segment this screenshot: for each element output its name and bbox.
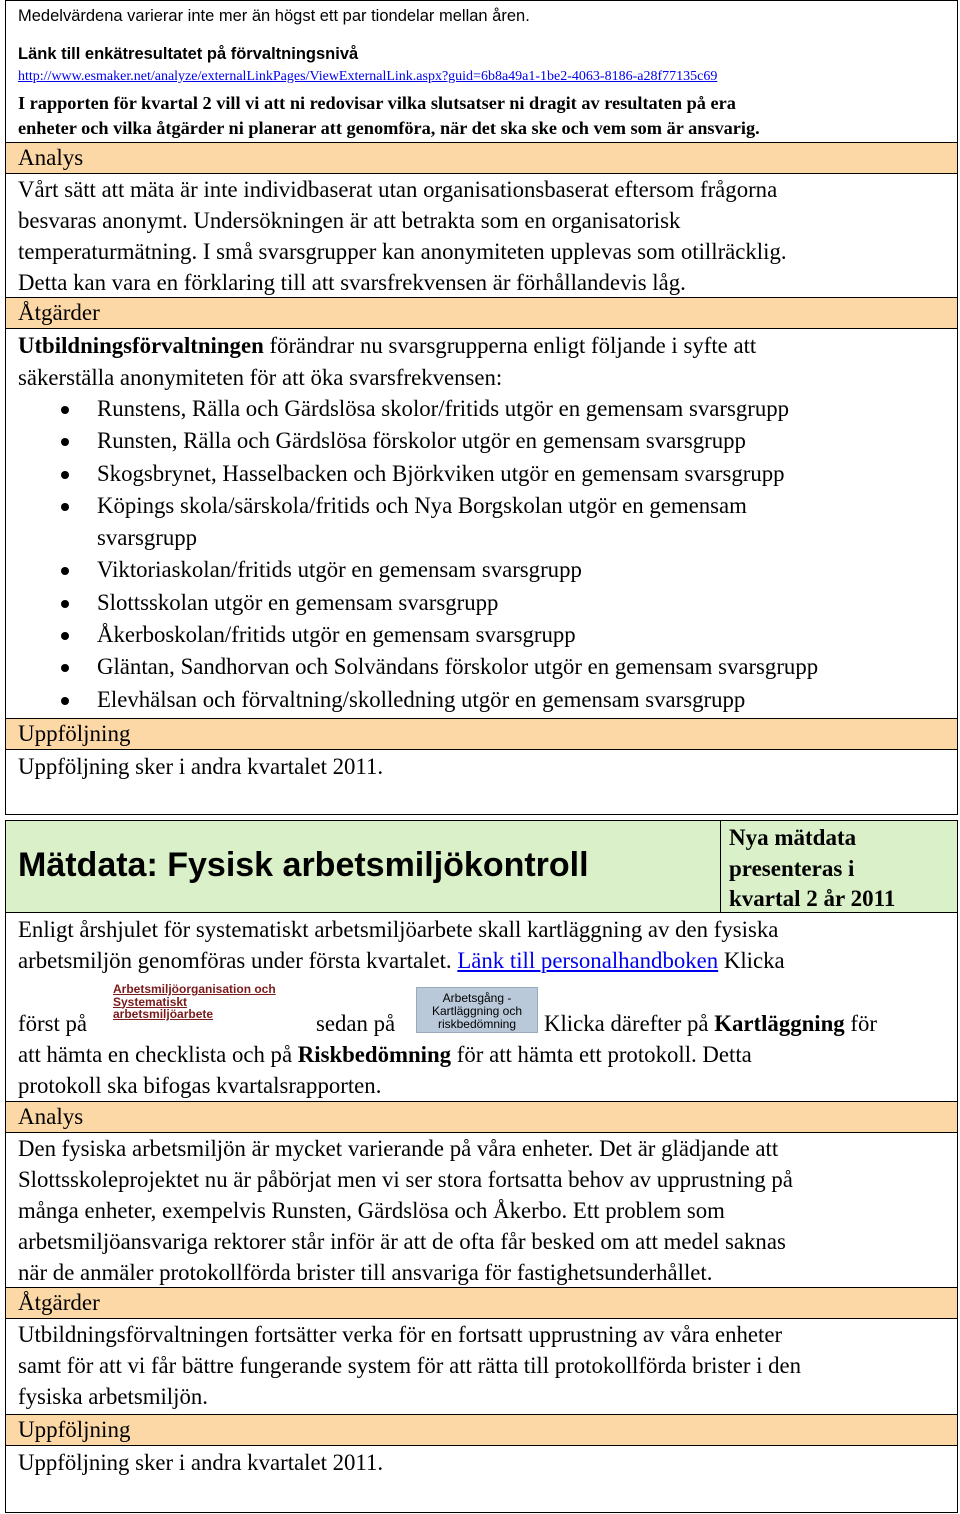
analys-line: arbetsmiljöansvariga rektorer står inför är att de ofta får besked om att medel saknas [18, 1229, 786, 1254]
analys-line: Detta kan vara en förklaring till att svarsfrekvensen är förhållandevis låg. [18, 270, 686, 295]
atgarder-heading-band [6, 297, 957, 329]
analys-line: besvaras anonymt. Undersökningen är att betrakta som en organisatorisk [18, 208, 681, 233]
atgarder-heading: Åtgärder [18, 1290, 100, 1315]
instruction-line-1: I rapporten för kvartal 2 vill vi att ni redovisar vilka slutsatser ni dragit av resultaten på era [18, 93, 736, 113]
instruction-line-2: enheter och vilka åtgärder ni planerar att genomföra, när det ska ske och vem som är ansvarig. [18, 118, 760, 138]
atgarder-line: Utbildningsförvaltningen fortsätter verka för en fortsatt upprustning av våra enheter [18, 1322, 783, 1347]
analys-heading-band [6, 1101, 957, 1133]
klicka-text: Klicka därefter på Kartläggning för [544, 1011, 877, 1036]
analys-line: många enheter, exempelvis Runsten, Gärdslösa och Åkerbo. Ett problem som [18, 1198, 725, 1223]
result-link-heading: Länk till enkätresultatet på förvaltningsnivå [18, 45, 359, 63]
list-item: Elevhälsan och förvaltning/skolledning utgör en gemensam svarsgrupp [6, 684, 818, 716]
atgarder-intro-rest: förändrar nu svarsgrupperna enligt följande i syfte att [263, 333, 757, 358]
uppfoljning-text: Uppföljning sker i andra kvartalet 2011. [18, 1450, 384, 1475]
bullet-icon [61, 471, 69, 479]
physical-environment-section [5, 820, 958, 1513]
atgarder-intro-line-2: säkerställa anonymiteten för att öka svarsfrekvensen: [18, 365, 503, 390]
analys-heading: Analys [18, 145, 84, 170]
title-divider [720, 821, 721, 913]
uppfoljning-heading: Uppföljning [18, 721, 131, 746]
analys-heading-band [6, 142, 957, 174]
instruction-line-5: protokoll ska bifogas kvartalsrapporten. [18, 1073, 382, 1098]
analys-line: Vårt sätt att mäta är inte individbaserat utan organisationsbaserat eftersom frågorna [18, 177, 778, 202]
list-item: Skogsbrynet, Hasselbacken och Björkviken utgör en gemensam svarsgrupp [6, 458, 818, 490]
new-data-note: Nya mätdata presenteras i kvartal 2 år 2011 [729, 825, 896, 911]
list-item: Köpings skola/särskola/fritids och Nya Borgskolan utgör en gemensam [6, 490, 818, 522]
uppfoljning-heading: Uppföljning [18, 1417, 131, 1442]
bullet-icon [61, 632, 69, 640]
bullet-icon [61, 664, 69, 672]
top-note: Medelvärdena varierar inte mer än högst ett par tiondelar mellan åren. [18, 7, 530, 25]
bullet-icon [61, 438, 69, 446]
arbetsmiljo-organisation-button-image[interactable]: Arbetsmiljöorganisation och Systematiskt arbetsmiljöarbete [113, 983, 305, 1023]
bullet-icon [61, 406, 69, 414]
arbetsgang-button-image[interactable]: Arbetsgång - Kartläggning och riskbedömning [416, 987, 538, 1033]
section-title-band [6, 821, 957, 913]
section-title: Mätdata: Fysisk arbetsmiljökontroll [18, 846, 589, 884]
atgarder-line: fysiska arbetsmiljön. [18, 1384, 208, 1409]
intro-line-1: Enligt årshjulet för systematiskt arbetsmiljöarbete skall kartläggning av den fysiska [18, 917, 779, 942]
riskbedomning-label: Riskbedömning [297, 1042, 452, 1067]
forst-pa-text: först på [18, 1011, 88, 1036]
bullet-icon [61, 503, 69, 511]
analys-line: Slottsskoleprojektet nu är påbörjat men vi ser stora fortsatta behov av upprustning på [18, 1167, 793, 1192]
list-item: Viktoriaskolan/fritids utgör en gemensam svarsgrupp [6, 554, 818, 586]
bullet-icon [61, 567, 69, 575]
list-item: Runsten, Rälla och Gärdslösa förskolor utgör en gemensam svarsgrupp [6, 425, 818, 457]
bullet-icon [61, 600, 69, 608]
list-item-continuation: svarsgrupp [97, 525, 198, 551]
kartlaggning-label: Kartläggning [714, 1011, 845, 1036]
instruction-line-4: att hämta en checklista och på Riskbedömning för att hämta ett protokoll. Detta [18, 1042, 752, 1067]
uppfoljning-text: Uppföljning sker i andra kvartalet 2011. [18, 754, 384, 779]
analys-line: temperaturmätning. I små svarsgrupper kan anonymiteten upplevas som otillräcklig. [18, 239, 787, 264]
atgarder-org-name: Utbildningsförvaltningen [18, 333, 264, 358]
survey-section [5, 0, 958, 815]
list-item: Gläntan, Sandhorvan och Solvändans förskolor utgör en gemensam svarsgrupp [6, 651, 818, 683]
atgarder-intro-line-1 [18, 330, 756, 361]
list-item: Slottsskolan utgör en gemensam svarsgrupp [6, 587, 818, 619]
analys-heading: Analys [18, 1104, 84, 1129]
uppfoljning-heading-band [6, 1414, 957, 1446]
uppfoljning-heading-band [6, 718, 957, 750]
list-item: Runstens, Rälla och Gärdslösa skolor/fritids utgör en gemensam svarsgrupp [6, 393, 818, 425]
analys-line: när de anmäler protokollförda brister till ansvariga för fastighetsunderhållet. [18, 1260, 713, 1285]
atgarder-heading: Åtgärder [18, 300, 100, 325]
sedan-pa-text: sedan på [316, 1011, 396, 1036]
result-link-url[interactable]: http://www.esmaker.net/analyze/externalLinkPages/ViewExternalLink.aspx?guid=6b8a49a1-1be2-4063-8186-a28f77135c69 [18, 69, 718, 84]
intro-line-2: arbetsmiljön genomföras under första kvartalet. Länk till personalhandboken Klicka [18, 948, 785, 973]
atgarder-heading-band [6, 1287, 957, 1319]
analys-line: Den fysiska arbetsmiljön är mycket varierande på våra enheter. Det är glädjande att [18, 1136, 779, 1161]
bullet-icon [61, 697, 69, 705]
list-item: Åkerboskolan/fritids utgör en gemensam svarsgrupp [6, 619, 818, 651]
atgarder-line: samt för att vi får bättre fungerande system för att rätta till protokollförda brister i den [18, 1353, 802, 1378]
handbook-link[interactable]: Länk till personalhandboken [457, 948, 719, 973]
response-group-list [6, 393, 818, 716]
